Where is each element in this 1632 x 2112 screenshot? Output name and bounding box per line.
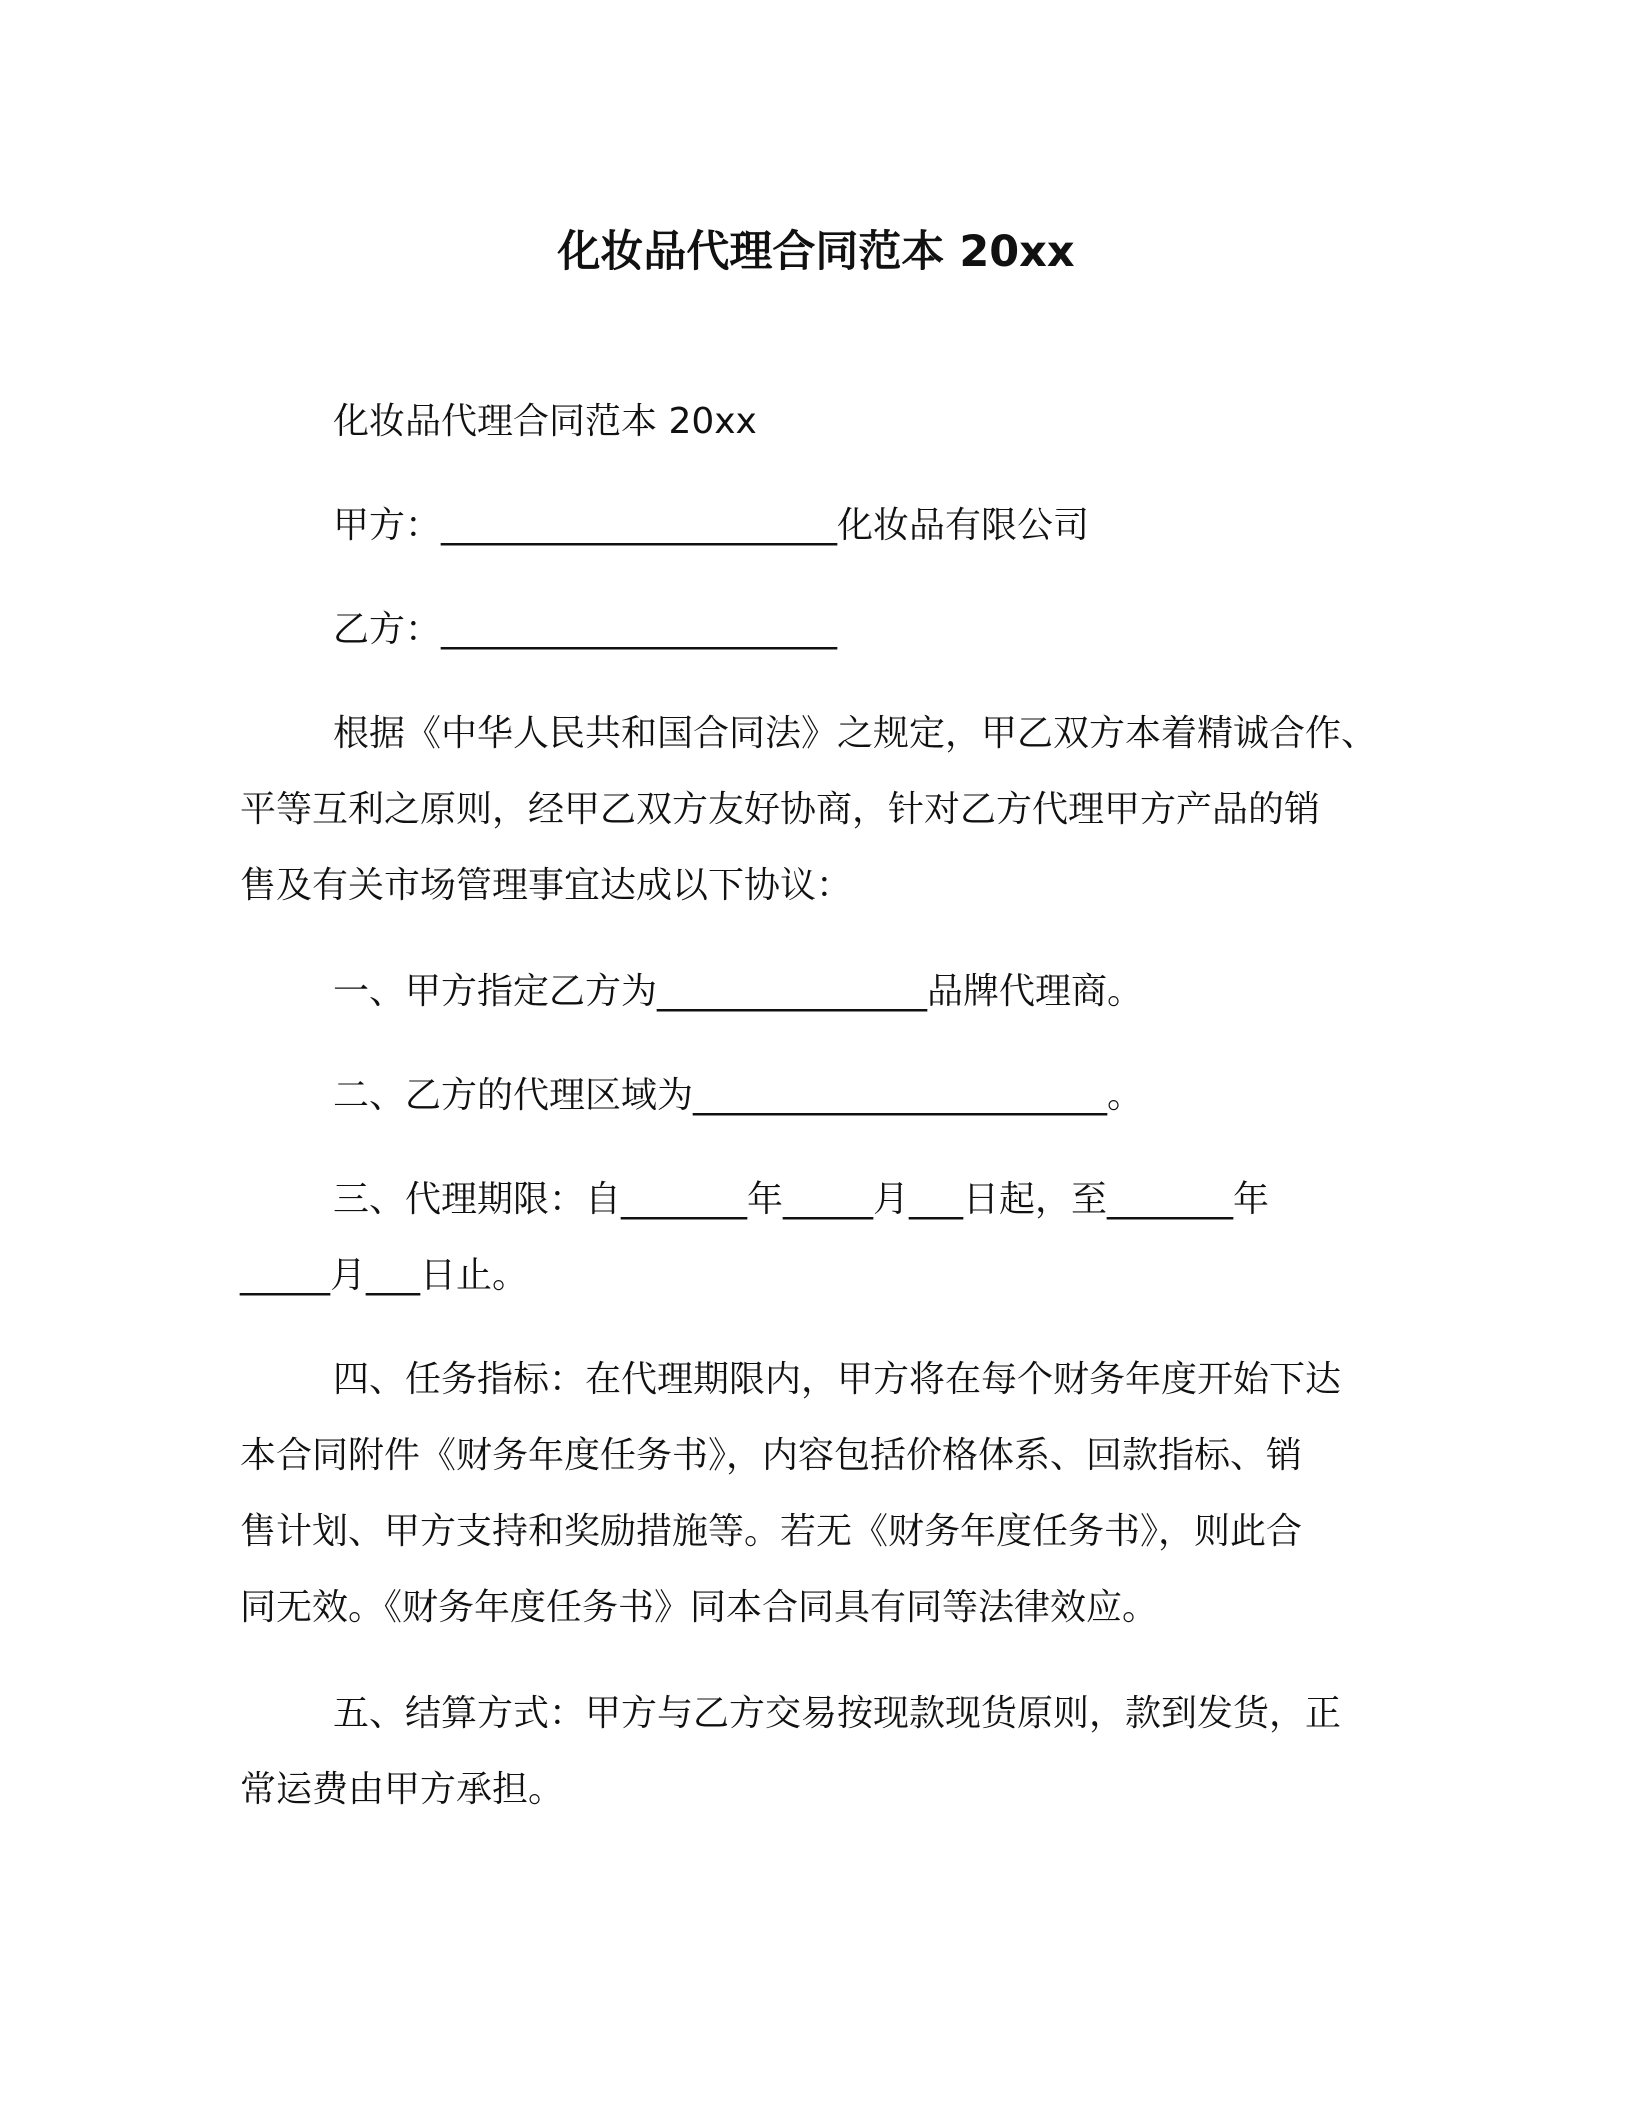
clause-3-line-2: _____月___日止。 xyxy=(240,1255,529,1296)
clause-5-line-1: 五、结算方式：甲方与乙方交易按现款现货原则，款到发货，正 xyxy=(333,1693,1342,1734)
clause-2: 二、乙方的代理区域为_______________________。 xyxy=(333,1075,1144,1116)
intro-line-3: 售及有关市场管理事宜达成以下协议： xyxy=(240,865,853,906)
clause-1: 一、甲方指定乙方为_______________品牌代理商。 xyxy=(333,971,1144,1012)
clause-3-line-1: 三、代理期限：自_______年_____月___日起，至_______年 xyxy=(333,1179,1270,1220)
document-title: 化妆品代理合同范本 20xx xyxy=(557,227,1075,277)
document-subtitle: 化妆品代理合同范本 20xx xyxy=(333,401,757,442)
clause-4-line-1: 四、任务指标：在代理期限内，甲方将在每个财务年度开始下达 xyxy=(333,1359,1342,1400)
intro-line-1: 根据《中华人民共和国合同法》之规定，甲乙双方本着精诚合作、 xyxy=(333,713,1378,754)
intro-line-2: 平等互利之原则，经甲乙双方友好协商，针对乙方代理甲方产品的销 xyxy=(240,789,1321,830)
clause-5-line-2: 常运费由甲方承担。 xyxy=(240,1769,565,1810)
party-a-line: 甲方：______________________化妆品有限公司 xyxy=(333,505,1090,546)
party-b-line: 乙方：______________________ xyxy=(333,609,838,650)
clause-4-line-2: 本合同附件《财务年度任务书》，内容包括价格体系、回款指标、销 xyxy=(240,1435,1303,1476)
clause-4-line-4: 同无效。《财务年度任务书》同本合同具有同等法律效应。 xyxy=(240,1587,1159,1628)
clause-4-line-3: 售计划、甲方支持和奖励措施等。若无《财务年度任务书》，则此合 xyxy=(240,1511,1303,1552)
